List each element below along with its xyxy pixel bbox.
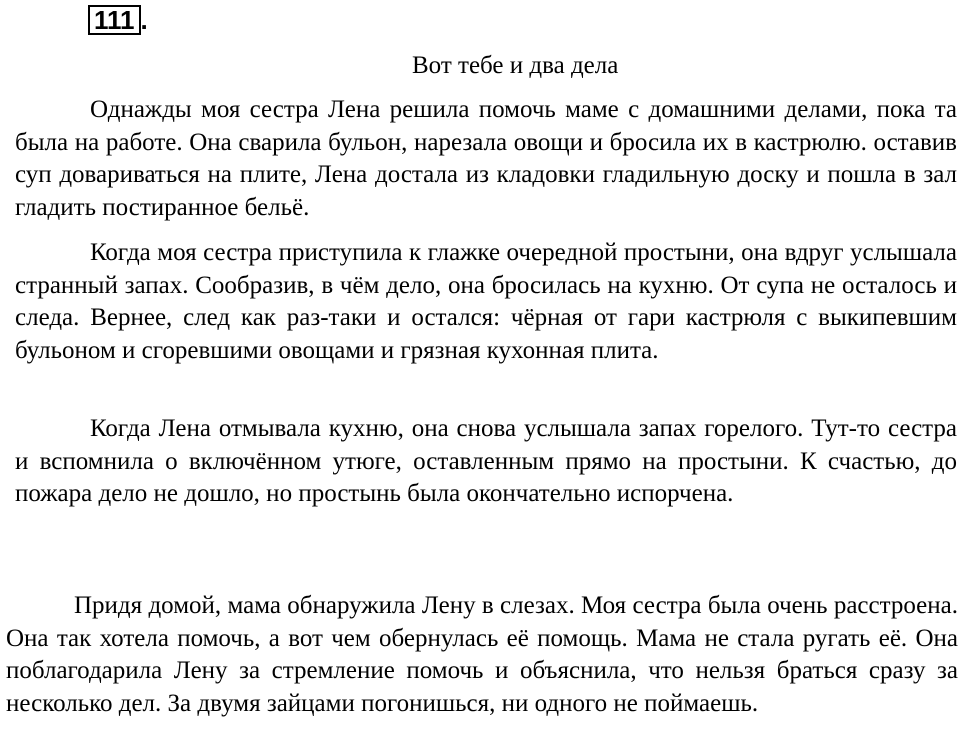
exercise-number-dot: . [140,5,148,35]
paragraph-2: Когда моя сестра приступила к глажке очередной простыни, она вдруг услышала странный запах. Сообразив, в чём дело, она бросилась на кухню. От супа не осталось и следа. Вернее, след как раз-таки и остался: чёрная от гари кастрюля с выкипевшим бульоном и сгоревшими овощами и грязная кухонная плита. [15,239,957,364]
exercise-number-box: 111 [88,5,141,35]
paragraph-4: Придя домой, мама обнаружила Лену в слезах. Моя сестра была очень расстроена. Она так хотела помочь, а вот чем обернулась её помощь. Мама не стала ругать её. Она поблагодарила Лену за стремление помочь и объяснила, что нельзя браться сразу за несколько дел. За двумя зайцами погонишься, ни одного не поймаешь. [6,592,958,717]
paragraph-1: Однажды моя сестра Лена решила помочь маме с домашними делами, пока та была на работе. Она сварила бульон, нарезала овощи и бросила их в кастрюлю. оставив суп довариваться на плите, Лена достала из кладовки гладильную доску и пошла в зал гладить постиранное бельё. [15,96,957,221]
paragraph-3: Когда Лена отмывала кухню, она снова услышала запах горелого. Тут-то сестра и вспомнила о включённом утюге, оставленным прямо на простыни. К счастью, до пожара дело не дошло, но простынь была окончательно испорчена. [15,415,957,507]
exercise-number [88,5,148,33]
text-title: Вот тебе и два дела [412,52,619,79]
